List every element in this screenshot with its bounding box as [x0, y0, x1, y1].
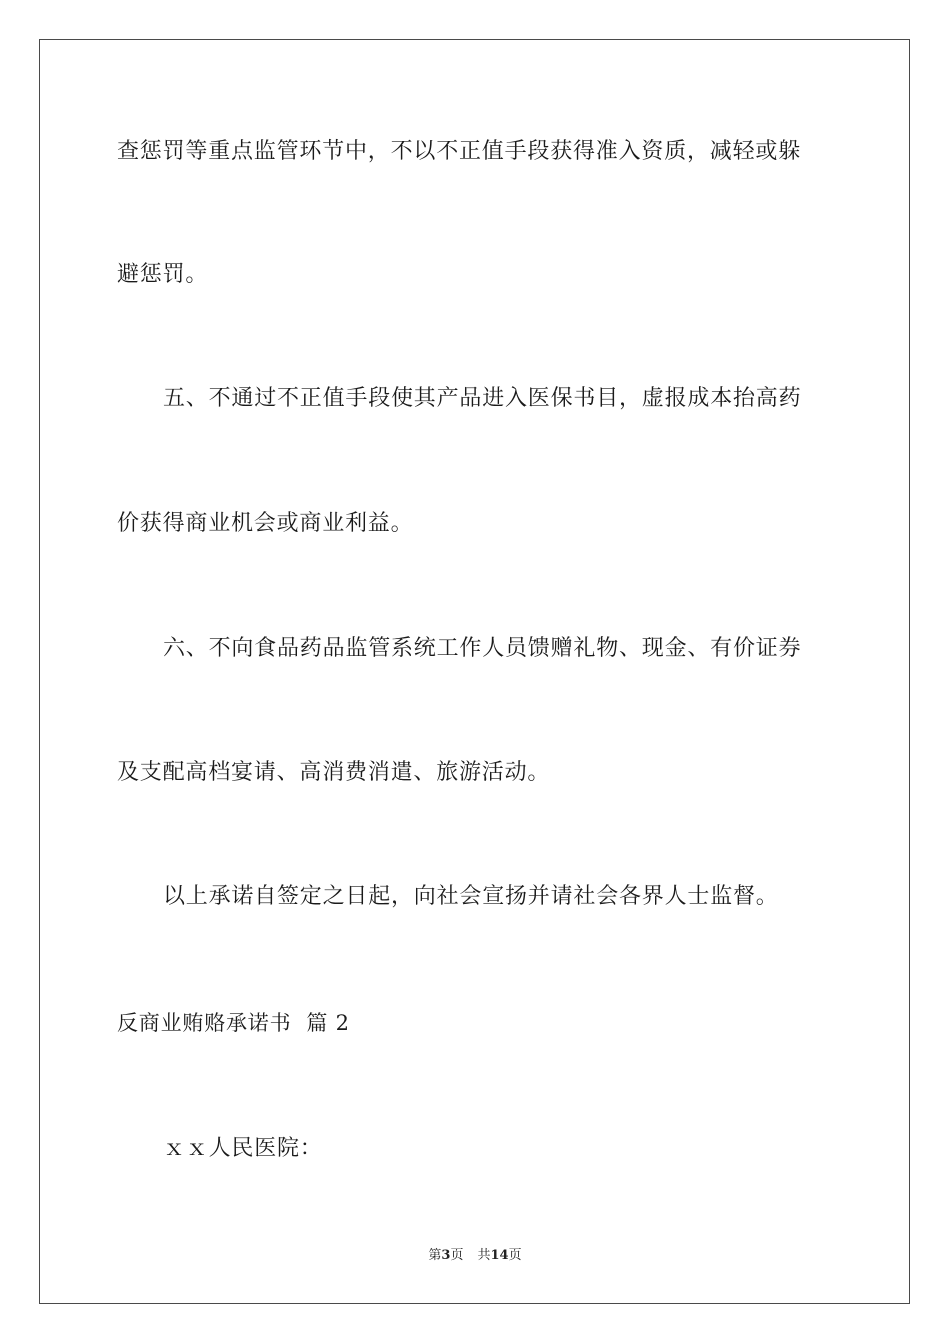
footer-page-suffix: 页 — [450, 1248, 464, 1263]
salutation: ｘｘ人民医院： — [163, 1136, 323, 1161]
body-line-1: 查惩罚等重点监管环节中，不以不正值手段获得准入资质，减轻或躲 — [117, 139, 802, 164]
footer-total-prefix: 共 — [477, 1248, 491, 1263]
body-line-2: 避惩罚。 — [117, 262, 209, 287]
body-line-3: 五、不通过不正值手段使其产品进入医保书目，虚报成本抬高药 — [163, 386, 802, 411]
footer-page-current: 3 — [441, 1248, 451, 1263]
body-line-7: 以上承诺自签定之日起，向社会宣扬并请社会各界人士监督。 — [163, 884, 779, 909]
page-border — [39, 39, 910, 1304]
footer-page-prefix: 第 — [428, 1248, 442, 1263]
section-heading: 反商业贿赂承诺书 篇 2 — [117, 1011, 350, 1035]
body-line-6: 及支配高档宴请、高消费消遣、旅游活动。 — [117, 760, 551, 785]
body-line-5: 六、不向食品药品监管系统工作人员馈赠礼物、现金、有价证券 — [163, 636, 802, 661]
footer-total-suffix: 页 — [508, 1248, 522, 1263]
body-line-4: 价获得商业机会或商业利益。 — [117, 511, 414, 536]
footer-page-total: 14 — [490, 1248, 509, 1263]
page-footer — [0, 1248, 950, 1264]
